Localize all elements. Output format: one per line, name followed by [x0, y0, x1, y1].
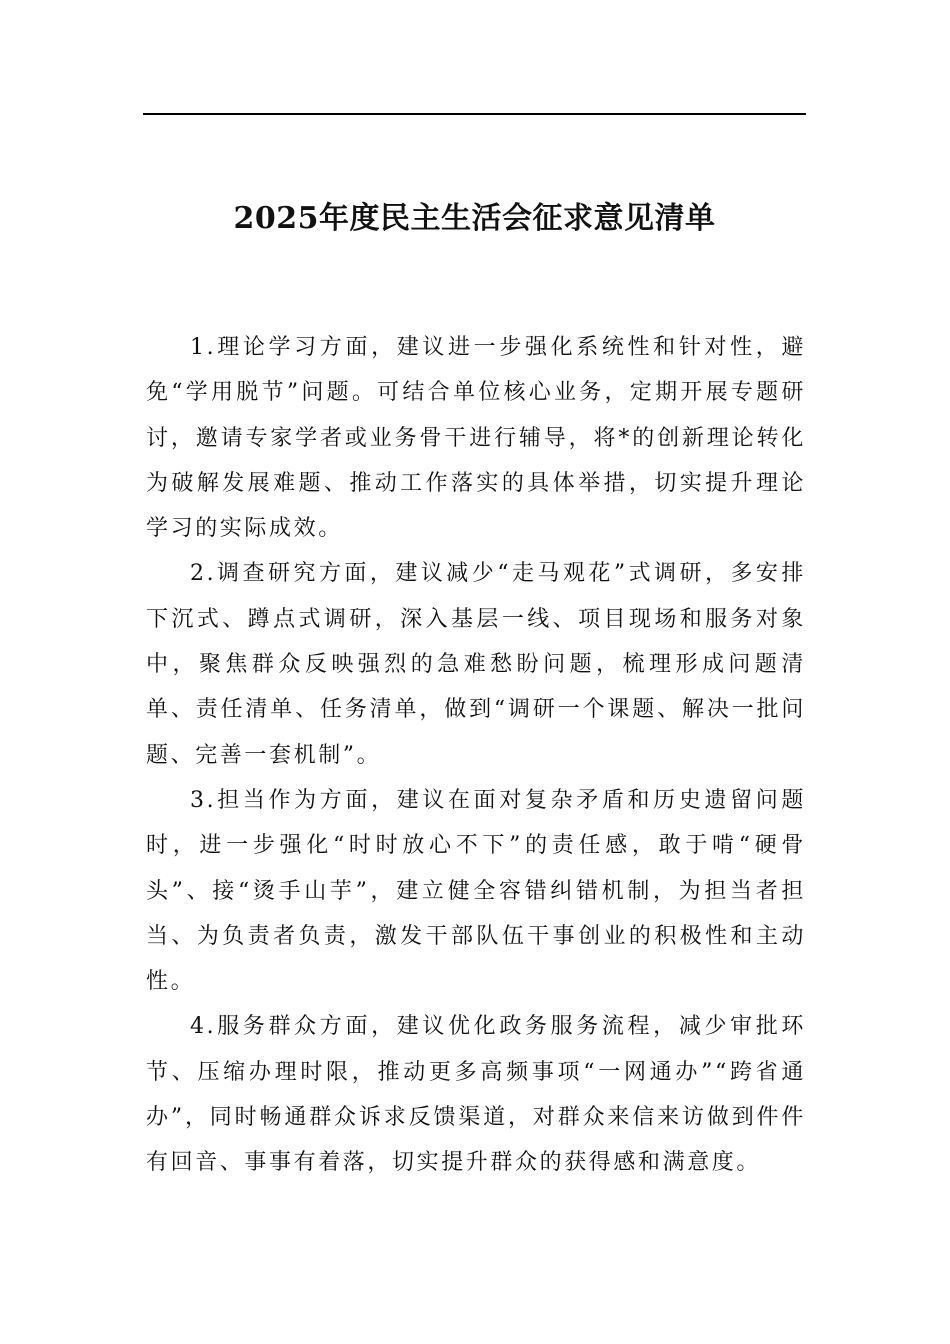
paragraph-theory-study: 1.理论学习方面，建议进一步强化系统性和针对性，避免“学用脱节”问题。可结合单位核心业务，定期开展专题研讨，邀请专家学者或业务骨干进行辅导，将*的创新理论转化为破解发展难题、推动工作落实的具体举措，切实提升理论学习的实际成效。: [146, 335, 806, 542]
document-body: [146, 325, 806, 1186]
paragraph-public-service: 4.服务群众方面，建议优化政务服务流程，减少审批环节、压缩办理时限，推动更多高频事项“一网通办”“跨省通办”，同时畅通群众诉求反馈渠道，对群众来信来访做到件件有回音、事事有着落，切实提升群众的获得感和满意度。: [146, 1014, 806, 1176]
paragraph-investigation: 2.调查研究方面，建议减少“走马观花”式调研，多安排下沉式、蹲点式调研，深入基层一线、项目现场和服务对象中，聚焦群众反映强烈的急难愁盼问题，梳理形成问题清单、责任清单、任务清单，做到“调研一个课题、解决一批问题、完善一套机制”。: [146, 561, 806, 768]
header-divider: [143, 113, 806, 115]
document-title: 2025年度民主生活会征求意见清单: [233, 201, 716, 236]
paragraph-responsibility: 3.担当作为方面，建议在面对复杂矛盾和历史遗留问题时，进一步强化“时时放心不下”的责任感，敢于啃“硬骨头”、接“烫手山芋”，建立健全容错纠错机制，为担当者担当、为负责者负责，激发干部队伍干事创业的积极性和主动性。: [146, 787, 806, 995]
